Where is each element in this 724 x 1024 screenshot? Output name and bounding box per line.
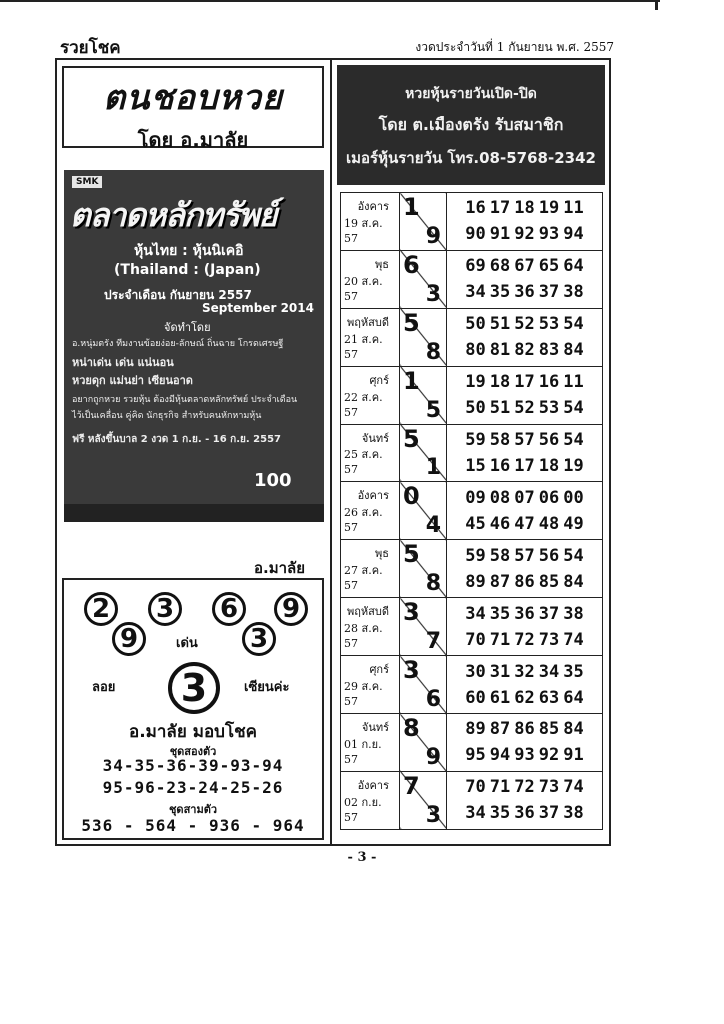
number-line	[447, 716, 602, 742]
number: 90	[465, 224, 486, 245]
cover-brand: SMK	[72, 176, 102, 188]
number-circle: 6	[212, 592, 246, 626]
day-cell	[341, 193, 400, 251]
result-cell	[400, 193, 447, 251]
result-digit-top: 5	[403, 540, 420, 569]
day-cell	[341, 656, 400, 714]
number-circle: 3	[148, 592, 182, 626]
number: 80	[465, 340, 486, 361]
number-line	[447, 253, 602, 279]
number: 49	[563, 513, 584, 534]
number-line	[447, 453, 602, 479]
number: 92	[538, 745, 560, 766]
result-row	[341, 250, 603, 308]
cover-line: ฟรี หลังขึ้นบาล 2 งวด 1 ก.ย. - 16 ก.ย. 2557	[72, 434, 281, 445]
result-digit-top: 6	[403, 250, 420, 279]
number: 57	[514, 430, 535, 450]
section-title: รวยโชค	[60, 38, 121, 58]
number-set-cell	[447, 193, 603, 251]
result-digit-bottom: 3	[425, 281, 441, 307]
result-cell	[400, 366, 447, 424]
day-cell	[341, 424, 400, 482]
number-line	[447, 337, 602, 363]
advert-line: โดย ต.เมืองตรัง รับสมาชิก	[378, 115, 564, 134]
result-digit-top: 0	[403, 482, 420, 511]
number-line	[447, 685, 602, 711]
result-digit-top: 8	[403, 714, 420, 743]
number: 16	[538, 372, 560, 393]
day-cell	[341, 308, 400, 366]
number: 70	[465, 629, 486, 650]
number: 56	[538, 430, 560, 450]
number: 48	[538, 513, 560, 534]
number: 37	[538, 803, 560, 824]
prediction-author-line: อ.มาลัย มอบโชค	[129, 722, 257, 742]
number: 36	[514, 282, 535, 303]
day-cell	[341, 598, 400, 656]
number: 81	[489, 340, 511, 361]
number: 64	[563, 687, 584, 708]
prediction-box	[62, 578, 324, 840]
number: 54	[563, 545, 584, 566]
column-title-box	[62, 66, 324, 152]
number: 68	[489, 256, 511, 277]
number: 65	[538, 256, 560, 277]
result-cell	[400, 482, 447, 540]
number-line	[447, 221, 602, 247]
cover-month: ประจำเดือน กันยายน 2557	[104, 288, 252, 302]
number: 19	[538, 198, 560, 219]
draw-date: 22 ส.ค. 57	[344, 390, 383, 419]
draw-date: 21 ส.ค. 57	[344, 332, 383, 361]
result-digit-bottom: 7	[425, 629, 441, 655]
three-digit-set-line: 536 - 564 - 936 - 964	[81, 816, 305, 835]
result-digit-bottom: 1	[425, 455, 441, 481]
cover-line: อ.หนุ่มตรัง ทีมงานข้อยง่อย-ลักษณ์ ถิ่นฉาย โกรดเศรษฐี	[72, 339, 284, 349]
number: 91	[563, 745, 584, 766]
number: 71	[489, 629, 511, 650]
cover-line: อยากถูกหวย รวยหุ้น ต้องมีหุ้นตลาดหลักทรัพย์ ประจำเดือน	[72, 395, 298, 405]
number: 36	[514, 603, 535, 624]
two-digit-set-line: 95-96-23-24-25-26	[102, 778, 284, 797]
number: 93	[514, 745, 535, 766]
magazine-cover-image	[64, 170, 324, 522]
number: 11	[563, 372, 584, 393]
number: 18	[489, 372, 511, 393]
result-digit-top: 3	[403, 656, 420, 685]
cover-subtitle: หุ้นไทย : หุ้นนิเคอิ	[134, 243, 244, 259]
result-cell	[400, 250, 447, 308]
result-row	[341, 714, 603, 772]
results-table	[340, 192, 603, 830]
cover-line: หน่าเด่น เด่น แน่นอน	[72, 356, 174, 369]
result-cell	[400, 598, 447, 656]
float-label: ลอย	[92, 680, 116, 695]
number: 35	[563, 661, 584, 682]
number: 31	[489, 661, 511, 682]
cover-month-en: September 2014	[202, 301, 314, 315]
number-circle: 2	[84, 592, 118, 626]
number: 50	[465, 398, 486, 419]
weekday: อังคาร	[357, 489, 389, 503]
draw-date: 28 ส.ค. 57	[344, 622, 383, 651]
number-set-cell	[447, 366, 603, 424]
result-row	[341, 193, 603, 251]
weekday: จันทร์	[361, 431, 389, 445]
number-line	[447, 511, 602, 537]
number: 35	[489, 603, 511, 624]
result-cell	[400, 771, 447, 829]
result-cell	[400, 714, 447, 772]
result-digit-bottom: 4	[425, 513, 441, 539]
result-digit-bottom: 9	[425, 744, 441, 770]
number: 51	[489, 398, 511, 419]
draw-date: 27 ส.ค. 57	[344, 564, 383, 593]
number: 60	[465, 687, 486, 708]
top-rule-corner	[655, 0, 658, 10]
number: 70	[465, 777, 486, 798]
number-line	[447, 742, 602, 768]
number: 95	[465, 745, 486, 766]
number: 37	[538, 603, 560, 624]
day-cell	[341, 771, 400, 829]
number: 35	[489, 282, 511, 303]
number: 85	[538, 719, 560, 740]
advert-phone-line: เมอร์หุ้นรายวัน โทร.08-5768-2342	[346, 149, 596, 167]
result-row	[341, 482, 603, 540]
number: 92	[514, 224, 535, 245]
number: 83	[538, 340, 560, 361]
number-line	[447, 369, 602, 395]
number: 73	[538, 629, 560, 650]
cover-subtitle-en: (Thailand : (Japan)	[114, 262, 261, 278]
top-rule	[0, 0, 660, 2]
result-digit-bottom: 3	[425, 802, 441, 828]
result-row	[341, 598, 603, 656]
number: 34	[465, 282, 486, 303]
result-row	[341, 771, 603, 829]
draw-date: 20 ส.ค. 57	[344, 274, 383, 303]
number: 36	[514, 803, 535, 824]
number: 34	[538, 661, 560, 682]
number: 18	[514, 198, 535, 219]
result-row	[341, 540, 603, 598]
number: 30	[465, 661, 486, 682]
float-number-circle: 3	[168, 662, 220, 714]
number: 64	[563, 256, 584, 277]
number: 89	[465, 719, 486, 740]
number-line	[447, 485, 602, 511]
page-number: - 3 -	[347, 850, 377, 865]
number: 94	[563, 224, 584, 245]
number: 84	[563, 340, 584, 361]
result-digit-bottom: 6	[425, 687, 441, 713]
number-line	[447, 427, 602, 453]
prediction-author: อ.มาลัย	[254, 559, 305, 577]
number-circle: 3	[242, 622, 276, 656]
number: 15	[465, 456, 486, 476]
number: 16	[465, 198, 486, 219]
number-line	[447, 800, 602, 826]
number-set-cell	[447, 598, 603, 656]
number: 19	[465, 372, 486, 393]
number-line	[447, 279, 602, 305]
number: 84	[563, 719, 584, 740]
number-line	[447, 311, 602, 337]
number: 86	[514, 719, 535, 740]
number: 56	[538, 545, 560, 566]
number: 59	[465, 545, 486, 566]
number-circle: 9	[112, 622, 146, 656]
weekday: อังคาร	[357, 778, 389, 792]
number: 17	[514, 372, 535, 393]
number: 18	[538, 456, 560, 476]
number: 51	[489, 314, 511, 335]
number: 89	[465, 571, 486, 592]
number: 52	[514, 398, 535, 419]
number: 86	[514, 571, 535, 592]
number-set-cell	[447, 250, 603, 308]
number: 63	[538, 687, 560, 708]
number-line	[447, 627, 602, 653]
day-cell	[341, 482, 400, 540]
weekday: พฤหัสบดี	[346, 315, 389, 329]
issue-date: งวดประจำวันที่ 1 กันยายน พ.ศ. 2557	[415, 40, 614, 54]
column-title: ตนชอบหวย	[103, 78, 283, 118]
number: 85	[538, 571, 560, 592]
two-digit-set-line: 34-35-36-39-93-94	[102, 756, 284, 775]
number: 74	[563, 629, 584, 650]
number-line	[447, 569, 602, 595]
result-cell	[400, 656, 447, 714]
number: 72	[514, 629, 535, 650]
result-digit-bottom: 9	[425, 223, 441, 249]
number: 38	[563, 282, 584, 303]
day-cell	[341, 714, 400, 772]
number-line	[447, 659, 602, 685]
day-cell	[341, 366, 400, 424]
number-set-cell	[447, 482, 603, 540]
day-cell	[341, 250, 400, 308]
number: 17	[489, 198, 511, 219]
result-digit-top: 5	[403, 424, 420, 453]
number: 47	[514, 513, 535, 534]
results-table-body	[341, 193, 603, 830]
number: 69	[465, 256, 486, 277]
number-set-cell	[447, 771, 603, 829]
number-line	[447, 601, 602, 627]
weekday: อังคาร	[357, 200, 389, 213]
number-set-cell	[447, 656, 603, 714]
three-digit-set-label: ชุดสามตัว	[168, 803, 218, 816]
number: 57	[514, 545, 535, 566]
number: 59	[465, 430, 486, 450]
day-cell	[341, 540, 400, 598]
result-digit-top: 1	[403, 366, 420, 395]
number: 67	[514, 256, 535, 277]
number: 58	[489, 545, 511, 566]
number: 61	[489, 687, 511, 708]
weekday: ศุกร์	[369, 373, 389, 387]
result-digit-bottom: 8	[425, 339, 441, 365]
number: 32	[514, 661, 535, 682]
number: 16	[489, 456, 511, 476]
two-digit-set-label: ชุดสองตัว	[169, 745, 217, 758]
weekday: พุธ	[375, 257, 389, 271]
advert-banner	[337, 65, 605, 185]
result-cell	[400, 308, 447, 366]
number: 50	[465, 314, 486, 335]
number: 84	[563, 571, 584, 592]
advert-line: หวยหุ้นรายวันเปิด-ปิด	[405, 86, 537, 102]
number: 54	[563, 430, 584, 450]
draw-date: 26 ส.ค. 57	[344, 506, 383, 535]
number: 37	[538, 282, 560, 303]
number: 71	[489, 777, 511, 798]
draw-date: 25 ส.ค. 57	[344, 448, 383, 477]
number: 58	[489, 430, 511, 450]
draw-date: 19 ส.ค. 57	[344, 216, 383, 245]
number: 17	[514, 456, 535, 476]
number: 74	[563, 777, 584, 798]
number-set-cell	[447, 540, 603, 598]
number: 00	[563, 487, 584, 508]
column-byline: โดย อ.มาลัย	[137, 128, 249, 152]
number: 52	[514, 314, 535, 335]
number-line	[447, 395, 602, 421]
number-set-cell	[447, 308, 603, 366]
result-row	[341, 424, 603, 482]
cover-line: ไว้เป็นเคลื่อน คู่คิด นักธุรกิจ สำหรับคนหักหามหุ้น	[72, 411, 262, 421]
weekday: พฤหัสบดี	[346, 605, 389, 619]
number: 11	[563, 198, 584, 219]
number-circle: 9	[274, 592, 308, 626]
number: 93	[538, 224, 560, 245]
draw-date: 01 ก.ย. 57	[344, 737, 382, 766]
number-set-cell	[447, 424, 603, 482]
number-line	[447, 774, 602, 800]
cover-price: 100	[254, 470, 292, 491]
result-row	[341, 366, 603, 424]
result-row	[341, 656, 603, 714]
number: 38	[563, 803, 584, 824]
number-line	[447, 195, 602, 221]
number: 07	[514, 487, 535, 508]
weekday: ศุกร์	[369, 663, 389, 677]
draw-date: 02 ก.ย. 57	[344, 795, 382, 824]
result-digit-bottom: 8	[425, 571, 441, 597]
number: 72	[514, 777, 535, 798]
number: 34	[465, 603, 486, 624]
result-digit-top: 7	[403, 771, 420, 800]
number: 87	[489, 719, 511, 740]
weekday: พุธ	[375, 547, 389, 561]
highlight-label: เด่น	[176, 636, 198, 651]
number: 53	[538, 314, 560, 335]
number: 06	[538, 487, 560, 508]
number: 54	[563, 314, 584, 335]
result-digit-bottom: 5	[425, 397, 441, 423]
result-cell	[400, 424, 447, 482]
number: 45	[465, 513, 486, 534]
number-set-cell	[447, 714, 603, 772]
number: 94	[489, 745, 511, 766]
number: 54	[563, 398, 584, 419]
number: 91	[489, 224, 511, 245]
number: 34	[465, 803, 486, 824]
result-digit-top: 1	[403, 193, 420, 221]
result-cell	[400, 540, 447, 598]
draw-date: 29 ส.ค. 57	[344, 680, 383, 709]
cover-title: ตลาดหลักทรัพย์	[70, 196, 277, 234]
column-divider	[330, 58, 332, 846]
recommend-label: เซียนค่ะ	[244, 680, 290, 695]
number: 87	[489, 571, 511, 592]
number: 19	[563, 456, 584, 476]
result-row	[341, 308, 603, 366]
number-line	[447, 543, 602, 569]
number: 08	[489, 487, 511, 508]
cover-line: หวยดุก แม่นย่า เซียนอาด	[72, 374, 193, 387]
number: 62	[514, 687, 535, 708]
cover-footer-bar	[64, 504, 324, 522]
result-digit-top: 3	[403, 598, 420, 627]
cover-tagline: จัดทำโดย	[164, 321, 211, 334]
number: 35	[489, 803, 511, 824]
number: 73	[538, 777, 560, 798]
result-digit-top: 5	[403, 308, 420, 337]
number: 82	[514, 340, 535, 361]
number: 53	[538, 398, 560, 419]
number: 38	[563, 603, 584, 624]
number: 09	[465, 487, 486, 508]
number: 46	[489, 513, 511, 534]
weekday: จันทร์	[361, 721, 389, 735]
